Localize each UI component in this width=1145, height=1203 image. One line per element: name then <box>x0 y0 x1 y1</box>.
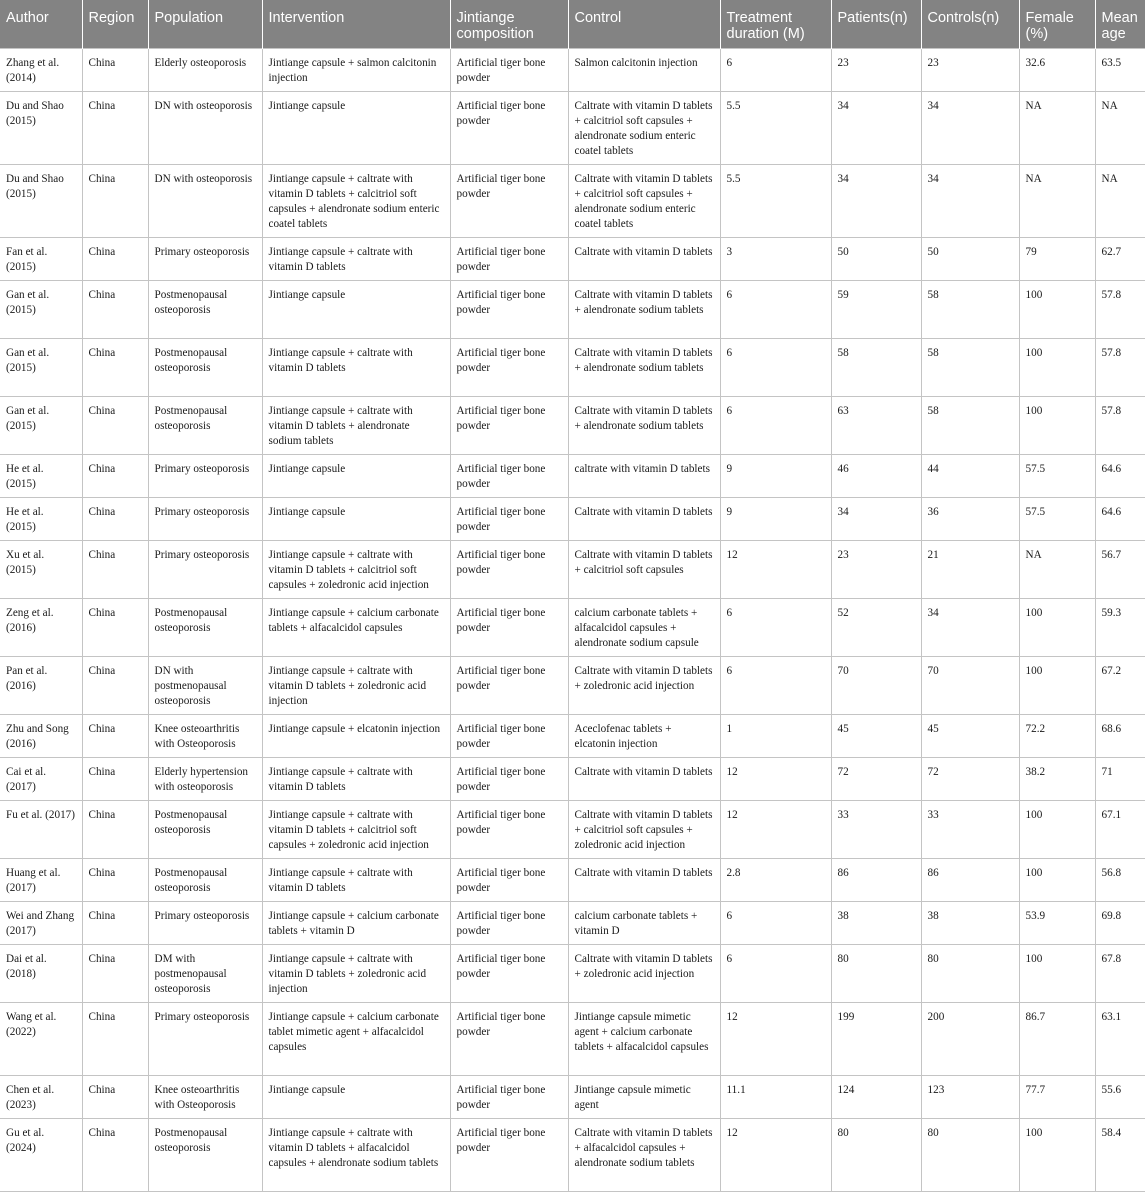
cell-controls: 33 <box>921 801 1019 859</box>
cell-treatment-duration: 12 <box>720 1003 831 1076</box>
cell-control: Caltrate with vitamin D tablets + alendronate sodium tablets <box>568 339 720 397</box>
cell-region: China <box>82 859 148 902</box>
cell-treatment-duration: 6 <box>720 945 831 1003</box>
column-header-patients: Patients(n) <box>831 0 921 49</box>
cell-patients: 23 <box>831 541 921 599</box>
table-row <box>0 339 1145 397</box>
cell-jintiange-composition: Artificial tiger bone powder <box>450 1076 568 1119</box>
cell-author: Zhang et al. (2014) <box>0 49 82 92</box>
cell-author: He et al. (2015) <box>0 498 82 541</box>
table-row <box>0 599 1145 657</box>
cell-treatment-duration: 6 <box>720 657 831 715</box>
cell-region: China <box>82 339 148 397</box>
cell-control: Caltrate with vitamin D tablets + zoledronic acid injection <box>568 657 720 715</box>
column-header-region: Region <box>82 0 148 49</box>
table-row <box>0 758 1145 801</box>
cell-jintiange-composition: Artificial tiger bone powder <box>450 165 568 238</box>
cell-treatment-duration: 12 <box>720 801 831 859</box>
cell-jintiange-composition: Artificial tiger bone powder <box>450 281 568 339</box>
cell-patients: 34 <box>831 92 921 165</box>
cell-controls: 50 <box>921 238 1019 281</box>
cell-intervention: Jintiange capsule + calcium carbonate tablets + alfacalcidol capsules <box>262 599 450 657</box>
cell-jintiange-composition: Artificial tiger bone powder <box>450 801 568 859</box>
cell-population: Postmenopausal osteoporosis <box>148 397 262 455</box>
cell-author: Wang et al. (2022) <box>0 1003 82 1076</box>
cell-control: Caltrate with vitamin D tablets + calcitriol soft capsules + alendronate sodium enteric coatel tablets <box>568 92 720 165</box>
cell-female-percent: 100 <box>1019 339 1095 397</box>
table-row <box>0 715 1145 758</box>
cell-female-percent: NA <box>1019 165 1095 238</box>
cell-patients: 70 <box>831 657 921 715</box>
cell-control: Jintiange capsule mimetic agent + calcium carbonate tablets + alfacalcidol capsules <box>568 1003 720 1076</box>
cell-population: Primary osteoporosis <box>148 498 262 541</box>
cell-intervention: Jintiange capsule <box>262 281 450 339</box>
cell-mean-age: 64.6 <box>1095 498 1145 541</box>
cell-intervention: Jintiange capsule + calcium carbonate tablets + vitamin D <box>262 902 450 945</box>
cell-female-percent: 86.7 <box>1019 1003 1095 1076</box>
cell-female-percent: 100 <box>1019 1119 1095 1192</box>
cell-population: Postmenopausal osteoporosis <box>148 1119 262 1192</box>
cell-population: Primary osteoporosis <box>148 902 262 945</box>
cell-female-percent: 32.6 <box>1019 49 1095 92</box>
table-row <box>0 397 1145 455</box>
table-row <box>0 92 1145 165</box>
cell-patients: 199 <box>831 1003 921 1076</box>
cell-region: China <box>82 541 148 599</box>
cell-patients: 80 <box>831 945 921 1003</box>
cell-patients: 33 <box>831 801 921 859</box>
cell-author: Cai et al. (2017) <box>0 758 82 801</box>
cell-female-percent: 79 <box>1019 238 1095 281</box>
cell-mean-age: NA <box>1095 92 1145 165</box>
cell-jintiange-composition: Artificial tiger bone powder <box>450 455 568 498</box>
cell-intervention: Jintiange capsule + salmon calcitonin injection <box>262 49 450 92</box>
cell-control: Caltrate with vitamin D tablets + alendronate sodium tablets <box>568 281 720 339</box>
cell-population: DN with osteoporosis <box>148 165 262 238</box>
cell-region: China <box>82 945 148 1003</box>
cell-treatment-duration: 6 <box>720 397 831 455</box>
cell-jintiange-composition: Artificial tiger bone powder <box>450 599 568 657</box>
cell-treatment-duration: 5.5 <box>720 165 831 238</box>
cell-controls: 58 <box>921 339 1019 397</box>
cell-control: Caltrate with vitamin D tablets + zoledronic acid injection <box>568 945 720 1003</box>
cell-region: China <box>82 1119 148 1192</box>
cell-author: Huang et al. (2017) <box>0 859 82 902</box>
cell-intervention: Jintiange capsule <box>262 92 450 165</box>
column-header-mean-age: Mean age <box>1095 0 1145 49</box>
cell-treatment-duration: 5.5 <box>720 92 831 165</box>
cell-mean-age: 63.5 <box>1095 49 1145 92</box>
cell-patients: 38 <box>831 902 921 945</box>
table-row <box>0 1076 1145 1119</box>
cell-treatment-duration: 6 <box>720 599 831 657</box>
cell-female-percent: 100 <box>1019 945 1095 1003</box>
cell-author: Gan et al. (2015) <box>0 281 82 339</box>
cell-intervention: Jintiange capsule + elcatonin injection <box>262 715 450 758</box>
cell-jintiange-composition: Artificial tiger bone powder <box>450 945 568 1003</box>
cell-female-percent: 53.9 <box>1019 902 1095 945</box>
cell-patients: 58 <box>831 339 921 397</box>
cell-population: DN with osteoporosis <box>148 92 262 165</box>
cell-controls: 123 <box>921 1076 1019 1119</box>
cell-female-percent: 100 <box>1019 599 1095 657</box>
cell-control: calcium carbonate tablets + alfacalcidol capsules + alendronate sodium capsule <box>568 599 720 657</box>
cell-population: Postmenopausal osteoporosis <box>148 339 262 397</box>
table-header <box>0 0 1145 49</box>
cell-author: Wei and Zhang (2017) <box>0 902 82 945</box>
cell-region: China <box>82 902 148 945</box>
cell-control: Caltrate with vitamin D tablets + alfacalcidol capsules + alendronate sodium tablets <box>568 1119 720 1192</box>
table-row <box>0 455 1145 498</box>
cell-intervention: Jintiange capsule + caltrate with vitamin D tablets + alfacalcidol capsules + alendronate sodium tablets <box>262 1119 450 1192</box>
cell-intervention: Jintiange capsule + caltrate with vitamin D tablets <box>262 758 450 801</box>
cell-intervention: Jintiange capsule + caltrate with vitamin D tablets + zoledronic acid injection <box>262 657 450 715</box>
cell-patients: 59 <box>831 281 921 339</box>
cell-mean-age: 62.7 <box>1095 238 1145 281</box>
cell-female-percent: 100 <box>1019 397 1095 455</box>
cell-control: Caltrate with vitamin D tablets <box>568 238 720 281</box>
cell-jintiange-composition: Artificial tiger bone powder <box>450 758 568 801</box>
cell-jintiange-composition: Artificial tiger bone powder <box>450 1003 568 1076</box>
column-header-female-percent: Female (%) <box>1019 0 1095 49</box>
cell-control: Salmon calcitonin injection <box>568 49 720 92</box>
cell-control: Aceclofenac tablets + elcatonin injection <box>568 715 720 758</box>
cell-population: Postmenopausal osteoporosis <box>148 281 262 339</box>
cell-author: Du and Shao (2015) <box>0 165 82 238</box>
cell-intervention: Jintiange capsule + caltrate with vitamin D tablets <box>262 339 450 397</box>
cell-controls: 80 <box>921 1119 1019 1192</box>
cell-population: Primary osteoporosis <box>148 238 262 281</box>
cell-control: Caltrate with vitamin D tablets <box>568 859 720 902</box>
cell-female-percent: NA <box>1019 92 1095 165</box>
cell-controls: 44 <box>921 455 1019 498</box>
cell-mean-age: 67.1 <box>1095 801 1145 859</box>
cell-treatment-duration: 1 <box>720 715 831 758</box>
column-header-treatment-duration: Treatment duration (M) <box>720 0 831 49</box>
cell-population: Postmenopausal osteoporosis <box>148 859 262 902</box>
cell-controls: 86 <box>921 859 1019 902</box>
cell-intervention: Jintiange capsule + caltrate with vitamin D tablets + zoledronic acid injection <box>262 945 450 1003</box>
cell-control: calcium carbonate tablets + vitamin D <box>568 902 720 945</box>
cell-region: China <box>82 397 148 455</box>
cell-patients: 124 <box>831 1076 921 1119</box>
cell-patients: 52 <box>831 599 921 657</box>
cell-jintiange-composition: Artificial tiger bone powder <box>450 397 568 455</box>
cell-controls: 80 <box>921 945 1019 1003</box>
cell-controls: 23 <box>921 49 1019 92</box>
column-header-controls: Controls(n) <box>921 0 1019 49</box>
cell-region: China <box>82 715 148 758</box>
table-row <box>0 657 1145 715</box>
cell-intervention: Jintiange capsule + caltrate with vitamin D tablets + calcitriol soft capsules + zoledronic acid injection <box>262 801 450 859</box>
cell-treatment-duration: 2.8 <box>720 859 831 902</box>
cell-region: China <box>82 498 148 541</box>
cell-author: Gu et al. (2024) <box>0 1119 82 1192</box>
cell-controls: 58 <box>921 281 1019 339</box>
cell-female-percent: 57.5 <box>1019 455 1095 498</box>
cell-patients: 34 <box>831 498 921 541</box>
cell-mean-age: 67.2 <box>1095 657 1145 715</box>
cell-controls: 45 <box>921 715 1019 758</box>
cell-region: China <box>82 758 148 801</box>
column-header-author: Author <box>0 0 82 49</box>
cell-jintiange-composition: Artificial tiger bone powder <box>450 238 568 281</box>
cell-intervention: Jintiange capsule + caltrate with vitamin D tablets + calcitriol soft capsules + zoledronic acid injection <box>262 541 450 599</box>
cell-jintiange-composition: Artificial tiger bone powder <box>450 92 568 165</box>
table-row <box>0 859 1145 902</box>
cell-female-percent: 100 <box>1019 801 1095 859</box>
cell-jintiange-composition: Artificial tiger bone powder <box>450 715 568 758</box>
cell-author: Gan et al. (2015) <box>0 339 82 397</box>
table-row <box>0 498 1145 541</box>
cell-control: Caltrate with vitamin D tablets + calcitriol soft capsules + zoledronic acid injection <box>568 801 720 859</box>
cell-control: Caltrate with vitamin D tablets + calcitriol soft capsules <box>568 541 720 599</box>
cell-controls: 34 <box>921 599 1019 657</box>
cell-region: China <box>82 1076 148 1119</box>
cell-controls: 58 <box>921 397 1019 455</box>
cell-mean-age: 55.6 <box>1095 1076 1145 1119</box>
cell-mean-age: 68.6 <box>1095 715 1145 758</box>
table-row <box>0 49 1145 92</box>
cell-patients: 46 <box>831 455 921 498</box>
cell-population: Elderly osteoporosis <box>148 49 262 92</box>
cell-female-percent: 72.2 <box>1019 715 1095 758</box>
cell-treatment-duration: 12 <box>720 541 831 599</box>
cell-patients: 86 <box>831 859 921 902</box>
cell-intervention: Jintiange capsule + caltrate with vitamin D tablets <box>262 859 450 902</box>
cell-control: Caltrate with vitamin D tablets + alendronate sodium tablets <box>568 397 720 455</box>
cell-region: China <box>82 657 148 715</box>
cell-mean-age: 57.8 <box>1095 397 1145 455</box>
cell-mean-age: 56.7 <box>1095 541 1145 599</box>
cell-region: China <box>82 599 148 657</box>
cell-patients: 23 <box>831 49 921 92</box>
cell-female-percent: 57.5 <box>1019 498 1095 541</box>
cell-controls: 34 <box>921 92 1019 165</box>
cell-population: Postmenopausal osteoporosis <box>148 801 262 859</box>
cell-region: China <box>82 49 148 92</box>
table-row <box>0 1003 1145 1076</box>
cell-author: He et al. (2015) <box>0 455 82 498</box>
cell-region: China <box>82 238 148 281</box>
cell-author: Pan et al. (2016) <box>0 657 82 715</box>
cell-population: DN with postmenopausal osteoporosis <box>148 657 262 715</box>
cell-population: Primary osteoporosis <box>148 541 262 599</box>
cell-mean-age: 71 <box>1095 758 1145 801</box>
cell-control: Jintiange capsule mimetic agent <box>568 1076 720 1119</box>
cell-region: China <box>82 281 148 339</box>
cell-treatment-duration: 3 <box>720 238 831 281</box>
cell-author: Chen et al. (2023) <box>0 1076 82 1119</box>
cell-treatment-duration: 6 <box>720 281 831 339</box>
cell-patients: 34 <box>831 165 921 238</box>
table-body <box>0 49 1145 1192</box>
table-row <box>0 1119 1145 1192</box>
cell-intervention: Jintiange capsule <box>262 455 450 498</box>
cell-mean-age: 63.1 <box>1095 1003 1145 1076</box>
cell-region: China <box>82 165 148 238</box>
cell-jintiange-composition: Artificial tiger bone powder <box>450 498 568 541</box>
table-row <box>0 945 1145 1003</box>
cell-author: Fu et al. (2017) <box>0 801 82 859</box>
cell-population: Knee osteoarthritis with Osteoporosis <box>148 1076 262 1119</box>
cell-control: caltrate with vitamin D tablets <box>568 455 720 498</box>
column-header-population: Population <box>148 0 262 49</box>
cell-controls: 36 <box>921 498 1019 541</box>
cell-treatment-duration: 11.1 <box>720 1076 831 1119</box>
cell-patients: 80 <box>831 1119 921 1192</box>
cell-jintiange-composition: Artificial tiger bone powder <box>450 1119 568 1192</box>
cell-region: China <box>82 801 148 859</box>
cell-author: Gan et al. (2015) <box>0 397 82 455</box>
cell-control: Caltrate with vitamin D tablets <box>568 758 720 801</box>
table-row <box>0 902 1145 945</box>
cell-treatment-duration: 12 <box>720 1119 831 1192</box>
cell-mean-age: 64.6 <box>1095 455 1145 498</box>
cell-treatment-duration: 6 <box>720 49 831 92</box>
cell-mean-age: 56.8 <box>1095 859 1145 902</box>
cell-jintiange-composition: Artificial tiger bone powder <box>450 49 568 92</box>
cell-treatment-duration: 6 <box>720 339 831 397</box>
cell-population: Primary osteoporosis <box>148 455 262 498</box>
header-row <box>0 0 1145 49</box>
cell-intervention: Jintiange capsule + calcium carbonate tablet mimetic agent + alfacalcidol capsules <box>262 1003 450 1076</box>
cell-intervention: Jintiange capsule <box>262 1076 450 1119</box>
cell-region: China <box>82 455 148 498</box>
column-header-intervention: Intervention <box>262 0 450 49</box>
cell-treatment-duration: 9 <box>720 455 831 498</box>
cell-jintiange-composition: Artificial tiger bone powder <box>450 859 568 902</box>
table-row <box>0 541 1145 599</box>
cell-female-percent: NA <box>1019 541 1095 599</box>
table-row <box>0 801 1145 859</box>
cell-patients: 72 <box>831 758 921 801</box>
cell-controls: 34 <box>921 165 1019 238</box>
cell-population: DM with postmenopausal osteoporosis <box>148 945 262 1003</box>
cell-mean-age: 58.4 <box>1095 1119 1145 1192</box>
table-row <box>0 165 1145 238</box>
cell-author: Du and Shao (2015) <box>0 92 82 165</box>
cell-mean-age: 59.3 <box>1095 599 1145 657</box>
cell-jintiange-composition: Artificial tiger bone powder <box>450 541 568 599</box>
cell-female-percent: 38.2 <box>1019 758 1095 801</box>
cell-treatment-duration: 12 <box>720 758 831 801</box>
cell-author: Zhu and Song (2016) <box>0 715 82 758</box>
cell-controls: 38 <box>921 902 1019 945</box>
cell-treatment-duration: 6 <box>720 902 831 945</box>
cell-female-percent: 100 <box>1019 657 1095 715</box>
cell-control: Caltrate with vitamin D tablets + calcitriol soft capsules + alendronate sodium enteric coatel tablets <box>568 165 720 238</box>
column-header-control: Control <box>568 0 720 49</box>
cell-controls: 21 <box>921 541 1019 599</box>
cell-jintiange-composition: Artificial tiger bone powder <box>450 339 568 397</box>
cell-mean-age: NA <box>1095 165 1145 238</box>
cell-intervention: Jintiange capsule + caltrate with vitamin D tablets <box>262 238 450 281</box>
cell-intervention: Jintiange capsule <box>262 498 450 541</box>
cell-author: Fan et al. (2015) <box>0 238 82 281</box>
cell-population: Knee osteoarthritis with Osteoporosis <box>148 715 262 758</box>
cell-jintiange-composition: Artificial tiger bone powder <box>450 902 568 945</box>
table-row <box>0 281 1145 339</box>
column-header-jintiange-composition: Jintiange composition <box>450 0 568 49</box>
cell-patients: 50 <box>831 238 921 281</box>
cell-intervention: Jintiange capsule + caltrate with vitamin D tablets + alendronate sodium tablets <box>262 397 450 455</box>
table-row <box>0 238 1145 281</box>
cell-patients: 63 <box>831 397 921 455</box>
cell-population: Primary osteoporosis <box>148 1003 262 1076</box>
cell-jintiange-composition: Artificial tiger bone powder <box>450 657 568 715</box>
cell-mean-age: 57.8 <box>1095 339 1145 397</box>
cell-treatment-duration: 9 <box>720 498 831 541</box>
cell-region: China <box>82 92 148 165</box>
cell-controls: 70 <box>921 657 1019 715</box>
cell-author: Zeng et al. (2016) <box>0 599 82 657</box>
cell-author: Dai et al. (2018) <box>0 945 82 1003</box>
cell-region: China <box>82 1003 148 1076</box>
cell-controls: 72 <box>921 758 1019 801</box>
cell-population: Postmenopausal osteoporosis <box>148 599 262 657</box>
cell-female-percent: 77.7 <box>1019 1076 1095 1119</box>
cell-author: Xu et al. (2015) <box>0 541 82 599</box>
cell-population: Elderly hypertension with osteoporosis <box>148 758 262 801</box>
cell-control: Caltrate with vitamin D tablets <box>568 498 720 541</box>
cell-patients: 45 <box>831 715 921 758</box>
cell-mean-age: 57.8 <box>1095 281 1145 339</box>
cell-mean-age: 67.8 <box>1095 945 1145 1003</box>
cell-mean-age: 69.8 <box>1095 902 1145 945</box>
cell-female-percent: 100 <box>1019 859 1095 902</box>
cell-intervention: Jintiange capsule + caltrate with vitamin D tablets + calcitriol soft capsules + alendronate sodium enteric coatel tablets <box>262 165 450 238</box>
cell-controls: 200 <box>921 1003 1019 1076</box>
cell-female-percent: 100 <box>1019 281 1095 339</box>
